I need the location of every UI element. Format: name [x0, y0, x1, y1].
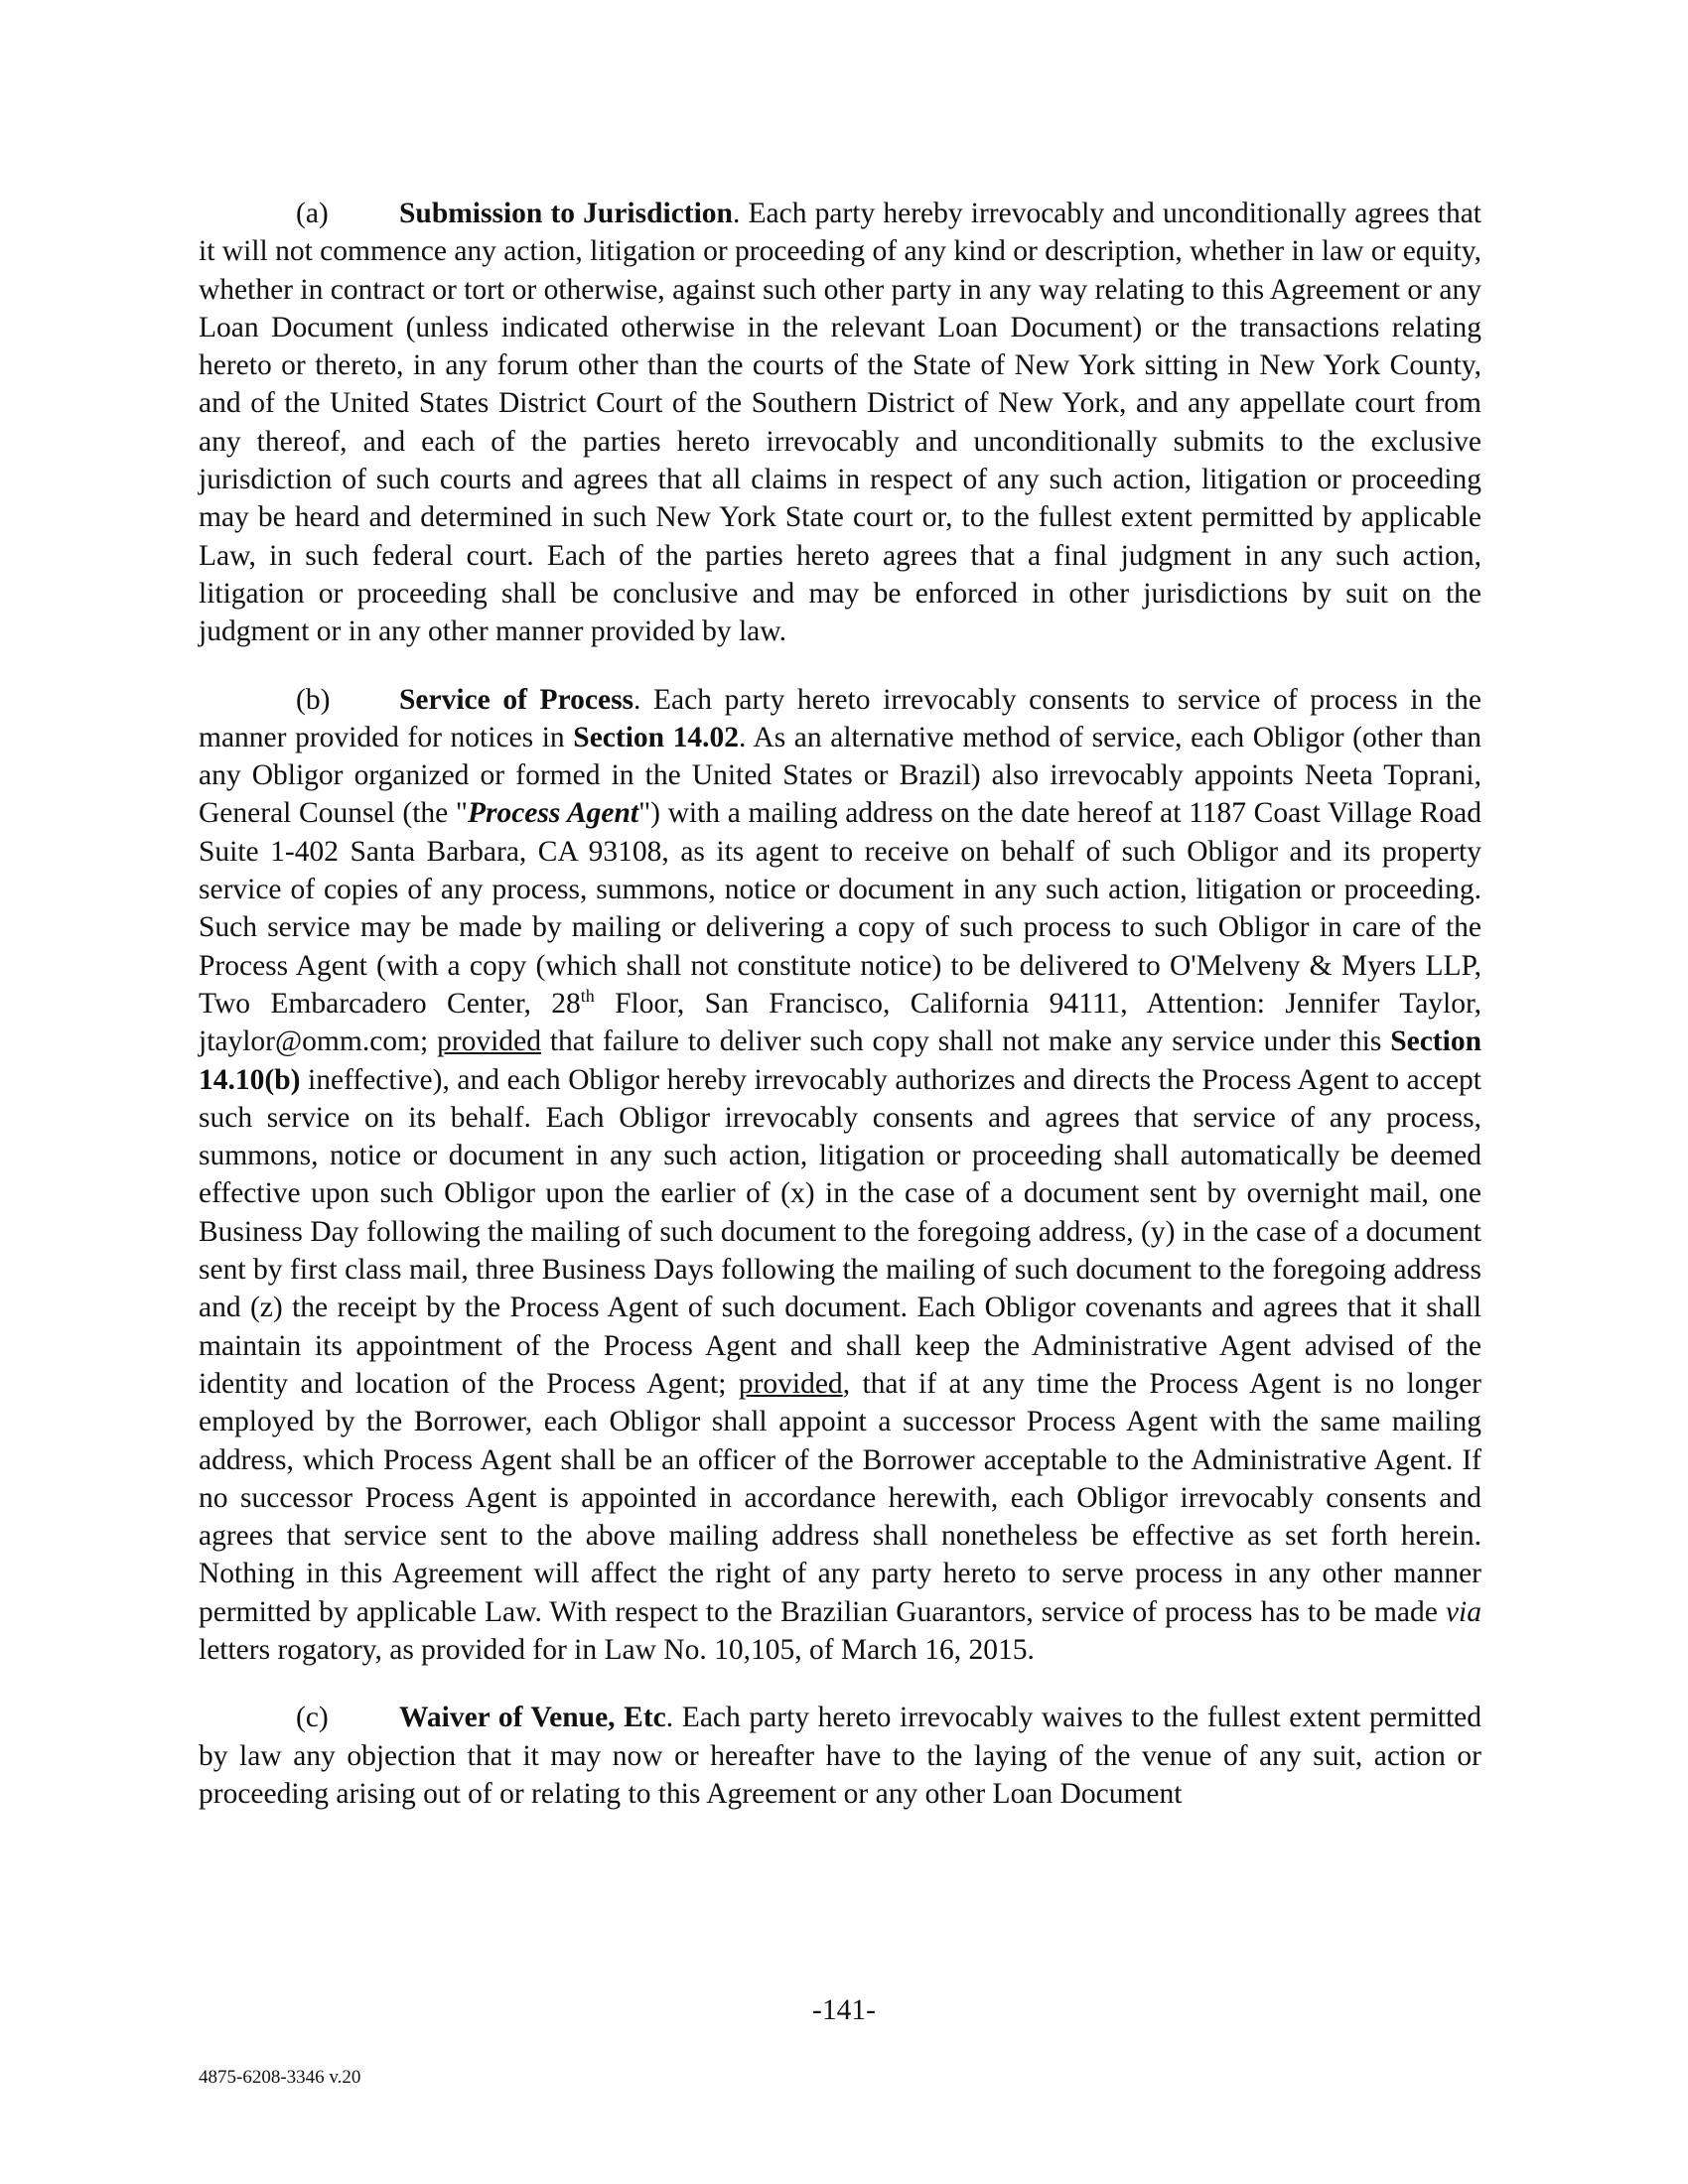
section-b-text-3: ") with a mailing address on the date hereof at 1187 Coast Village Road Suite 1-402 Santa Barbara, CA 93108, as its agent to receive on behalf of such Obligor and its property service of copies of any process, summons, notice or document in any such action, litigation or proceeding. Such service may be made by mailing or delivering a copy of such process to such Obligor in care of the Process Agent (with a copy (which shall not constitute notice) to be delivered to O'Melveny & Myers LLP, Two Embarcadero Center, 28	[199, 797, 1481, 1020]
document-id-footer: 4875-6208-3346 v.20	[199, 2067, 361, 2088]
section-b-text-7: , that if at any time the Process Agent is no longer employed by the Borrower, each Obligor shall appoint a successor Process Agent with the same mailing address, which Process Agent shall be an officer of the Borrower acceptable to the Administrative Agent. If no successor Process Agent is appointed in accordance herewith, each Obligor irrevocably consents and agrees that service sent to the above mailing address shall nonetheless be effective as set forth herein. Nothing in this Agreement will affect the right of any party hereto to serve process in any other manner permitted by applicable Law. With respect to the Brazilian Guarantors, service of process has to be made	[199, 1367, 1481, 1628]
section-a-paragraph	[199, 195, 1481, 651]
document-body	[199, 195, 1481, 1843]
section-c-paragraph	[199, 1699, 1481, 1813]
section-b-paragraph	[199, 681, 1481, 1670]
provided-underlined-1: provided	[437, 1025, 541, 1058]
section-ref-14-10-b: Section 14.10(b)	[199, 1025, 1481, 1096]
page-number: -141-	[812, 1994, 876, 2026]
section-a-heading: Submission to Jurisdiction	[399, 198, 733, 229]
section-b-heading: Service of Process	[399, 683, 634, 716]
section-b-number: (b)	[296, 683, 331, 716]
section-b-text-2: . As an alternative method of service, each Obligor (other than any Obligor organized or formed in the United States or Brazil) also irrevocably appoints Neeta Toprani, General Counsel (the "	[199, 721, 1481, 830]
section-b-text-6: ineffective), and each Obligor hereby irrevocably authorizes and directs the Process Agent to accept such service on its behalf. Each Obligor irrevocably consents and agrees that service of any process, summons, notice or document in any such action, litigation or proceeding shall automatically be deemed effective upon such Obligor upon the earlier of (x) in the case of a document sent by overnight mail, one Business Day following the mailing of such document to the foregoing address, (y) in the case of a document sent by first class mail, three Business Days following the mailing of such document to the foregoing address and (z) the receipt by the Process Agent of such document. Each Obligor covenants and agrees that it shall maintain its appointment of the Process Agent and shall keep the Administrative Agent advised of the identity and location of the Process Agent;	[199, 1063, 1481, 1400]
section-b-text-5: that failure to deliver such copy shall not make any service under this	[540, 1025, 1391, 1058]
defined-term-process-agent: Process Agent	[467, 797, 639, 830]
provided-underlined-2: provided	[738, 1367, 843, 1400]
section-b-text-8: letters rogatory, as provided for in Law No. 10,105, of March 16, 2015.	[199, 1633, 1035, 1666]
ordinal-superscript: th	[580, 986, 595, 1007]
section-b-text-1: . Each party hereto irrevocably consents to service of process in the manner provided for notices in	[199, 683, 1481, 753]
via-italic: via	[1445, 1595, 1481, 1628]
section-a-number: (a)	[296, 198, 329, 229]
section-c-text: . Each party hereto irrevocably waives to the fullest extent permitted by law any objection that it may now or hereafter have to the laying of the venue of any suit, action or proceeding arising out of or relating to this Agreement or any other Loan Document	[199, 1702, 1482, 1810]
section-c-heading: Waiver of Venue, Etc	[399, 1702, 666, 1734]
section-a-text: . Each party hereby irrevocably and unconditionally agrees that it will not commence any action, litigation or proceeding of any kind or description, whether in law or equity, whether in contract or tort or otherwise, against such other party in any way relating to this Agreement or any Loan Document (unless indicated otherwise in the relevant Loan Document) or the transactions relating hereto or thereto, in any forum other than the courts of the State of New York sitting in New York County, and of the United States District Court of the Southern District of New York, and any appellate court from any thereof, and each of the parties hereto irrevocably and unconditionally submits to the exclusive jurisdiction of such courts and agrees that all claims in respect of any such action, litigation or proceeding may be heard and determined in such New York State court or, to the fullest extent permitted by applicable Law, in such federal court. Each of the parties hereto agrees that a final judgment in any such action, litigation or proceeding shall be conclusive and may be enforced in other jurisdictions by suit on the judgment or in any other manner provided by law.	[199, 198, 1481, 648]
section-ref-14-02: Section 14.02	[573, 721, 740, 753]
section-c-number: (c)	[296, 1702, 329, 1734]
section-b-text-4: Floor, San Francisco, California 94111, Attention: Jennifer Taylor, jtaylor@omm.com;	[199, 987, 1482, 1058]
